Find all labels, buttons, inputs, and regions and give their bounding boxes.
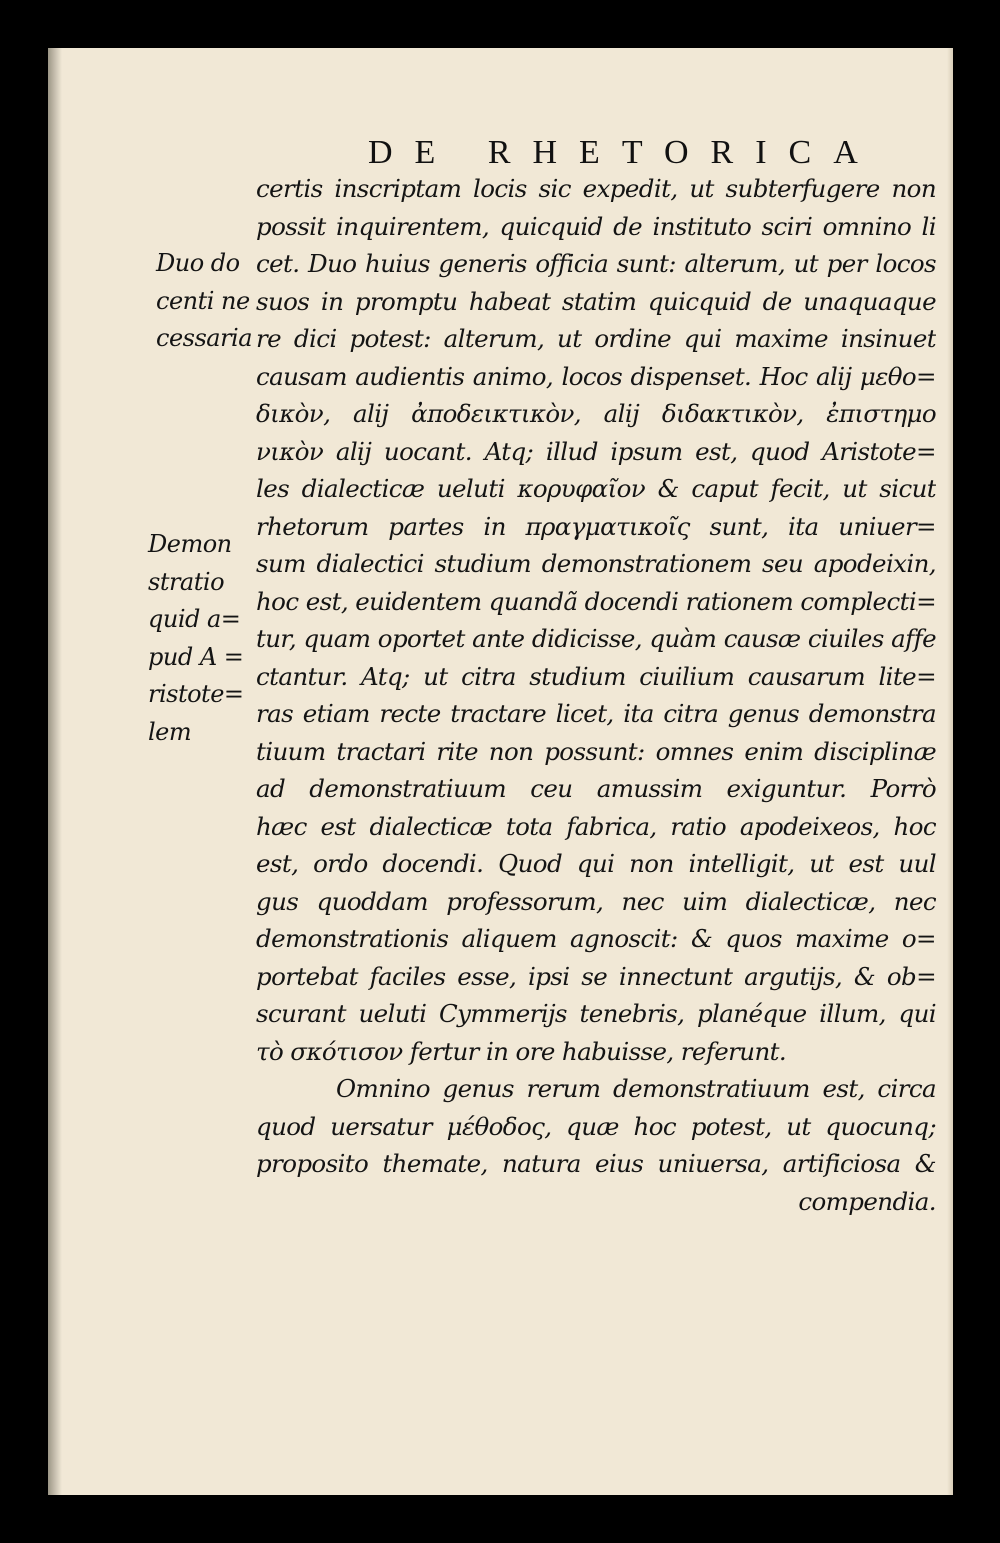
text-line: causam audientis animo, locos dispenset. Hoc alij μεθο= xyxy=(256,361,936,391)
text-line: portebat faciles esse, ipsi se innectunt argutijs, & ob= xyxy=(256,961,936,991)
text-line: tur, quam oportet ante didicisse, quàm causæ ciuiles affe xyxy=(256,624,936,653)
margin-note-line: pud A = xyxy=(148,642,244,671)
text-line: possit inquirentem, quicquid de instituto sciri omnino li xyxy=(256,211,936,241)
page-gutter-shadow xyxy=(48,48,62,1495)
text-line: suos in promptu habeat statim quicquid de unaquaque xyxy=(256,286,936,316)
text-line: τὸ σκότισον fertur in ore habuisse, referunt. xyxy=(256,1036,787,1066)
text-line: gus quoddam professorum, nec uim dialecticæ, nec xyxy=(256,886,936,916)
catchword: compendia. xyxy=(798,1186,936,1216)
text-line: rhetorum partes in πραγματικοῖς sunt, ita uniuer= xyxy=(256,511,936,541)
text-line: demonstrationis aliquem agnoscit: & quos maxime o= xyxy=(256,924,936,953)
margin-note-line: ristote= xyxy=(148,680,244,708)
text-line: scurant ueluti Cymmerijs tenebris, planéque illum, qui xyxy=(256,999,936,1028)
margin-note-demonstratio xyxy=(148,526,244,751)
margin-note-line: lem xyxy=(148,717,192,746)
text-line: certis inscriptam locis sic expedit, ut subterfugere non xyxy=(256,174,936,203)
text-line: quod uersatur μέθοδος, quæ hoc potest, ut quocunq; xyxy=(256,1111,936,1141)
running-header: DE RHETORICA xyxy=(368,134,880,171)
margin-note-line: quid a= xyxy=(148,605,241,633)
text-line: ctantur. Atq; ut citra studium ciuilium causarum lite= xyxy=(256,661,936,691)
margin-note-line: Duo do xyxy=(156,249,240,277)
text-line: est, ordo docendi. Quod qui non intelligit, ut est uul xyxy=(256,849,936,878)
margin-note-line: centi ne xyxy=(156,286,250,315)
text-line: ras etiam recte tractare licet, ita citra genus demonstra xyxy=(256,699,936,728)
text-line: ad demonstratiuum ceu amussim exiguntur. Porrò xyxy=(256,774,936,803)
book-page xyxy=(48,48,953,1495)
margin-note-line: cessaria xyxy=(156,324,253,352)
body-text xyxy=(256,170,936,1220)
text-line: hoc est, euidentem quandã docendi rationem complecti= xyxy=(256,586,936,616)
text-line: proposito themate, natura eius uniuersa, artificiosa & xyxy=(256,1149,936,1178)
margin-note-duo-docenti xyxy=(156,245,252,358)
text-line: tiuum tractari rite non possunt: omnes enim disciplinæ xyxy=(256,736,936,766)
text-line: hæc est dialecticæ tota fabrica, ratio apodeixeos, hoc xyxy=(256,811,936,841)
text-line: re dici potest: alterum, ut ordine qui maxime insinuet xyxy=(256,324,936,353)
margin-note-line: Demon xyxy=(148,530,232,558)
text-line: les dialecticæ ueluti κορυφαῖον & caput fecit, ut sicut xyxy=(256,474,936,503)
text-line: νικὸν alij uocant. Atq; illud ipsum est, quod Aristote= xyxy=(256,436,936,466)
text-line: cet. Duo huius generis officia sunt: alterum, ut per locos xyxy=(256,249,936,278)
text-line: Omnino genus rerum demonstratiuum est, circa xyxy=(336,1074,936,1103)
margin-note-line: stratio xyxy=(148,567,225,596)
text-line: δικὸν, alij ἀποδεικτικὸν, alij διδακτικὸν, ἐπιστημο xyxy=(256,399,936,428)
page-edge xyxy=(947,48,953,1495)
text-line: sum dialectici studium demonstrationem seu apodeixin, xyxy=(256,549,936,578)
